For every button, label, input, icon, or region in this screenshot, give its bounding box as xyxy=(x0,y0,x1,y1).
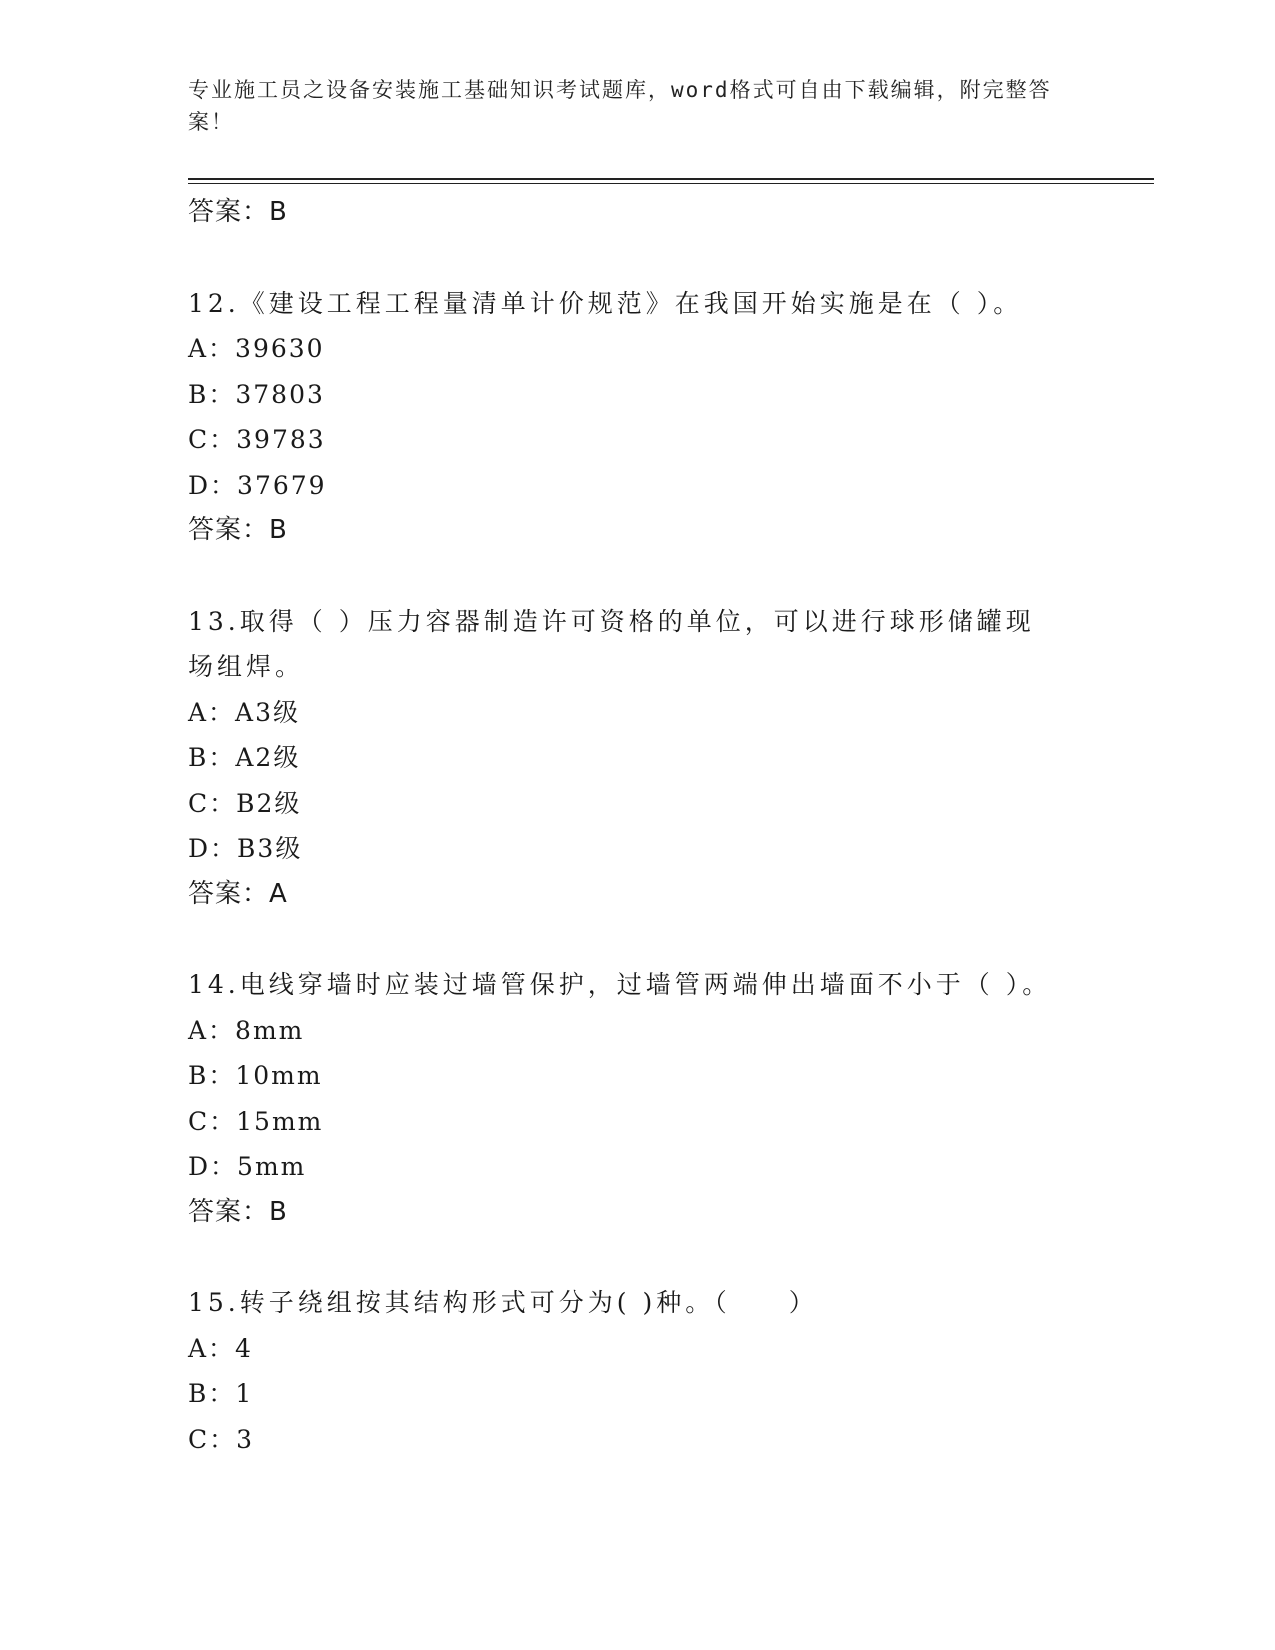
question-15 xyxy=(188,1280,1108,1462)
question-text: 15.转子绕组按其结构形式可分为( )种。（ ） xyxy=(188,1288,818,1317)
header-divider xyxy=(188,178,1154,180)
question-text: 12.《建设工程工程量清单计价规范》在我国开始实施是在（ ）。 xyxy=(188,288,1023,318)
option-d: D：37679 xyxy=(188,470,327,500)
question-text: 13.取得（ ）压力容器制造许可资格的单位，可以进行球形储罐现场组焊。 xyxy=(188,606,1035,681)
option-c: C：B2级 xyxy=(188,788,302,818)
answer-line: 答案：B xyxy=(188,515,288,545)
option-a: A：39630 xyxy=(188,334,325,363)
option-b: B：A2级 xyxy=(188,743,301,772)
question-14 xyxy=(188,962,1108,1235)
answer-line: 答案：B xyxy=(188,1196,288,1227)
option-b: B：1 xyxy=(188,1379,254,1408)
option-d: D：B3级 xyxy=(188,834,303,863)
option-c: C：3 xyxy=(188,1424,255,1454)
option-a: A：A3级 xyxy=(188,697,301,727)
document-header: 专业施工员之设备安装施工基础知识考试题库，word格式可自由下载编辑，附完整答案！ xyxy=(188,78,1052,134)
option-a: A：8mm xyxy=(188,1015,305,1045)
option-b: B：37803 xyxy=(188,379,325,409)
question-text: 14.电线穿墙时应装过墙管保护，过墙管两端伸出墙面不小于（ ）。 xyxy=(188,970,1052,999)
question-list xyxy=(188,190,1108,1462)
option-a: A：4 xyxy=(188,1333,253,1363)
option-c: C：15mm xyxy=(188,1106,324,1136)
option-d: D：5mm xyxy=(188,1152,307,1181)
option-b: B：10mm xyxy=(188,1061,323,1090)
option-c: C：39783 xyxy=(188,425,326,454)
header-divider-thin xyxy=(188,183,1154,184)
answer-line: 答案：A xyxy=(188,878,288,909)
answer-line: 答案：B xyxy=(188,197,288,227)
question-12 xyxy=(188,281,1108,554)
question-13 xyxy=(188,599,1108,918)
